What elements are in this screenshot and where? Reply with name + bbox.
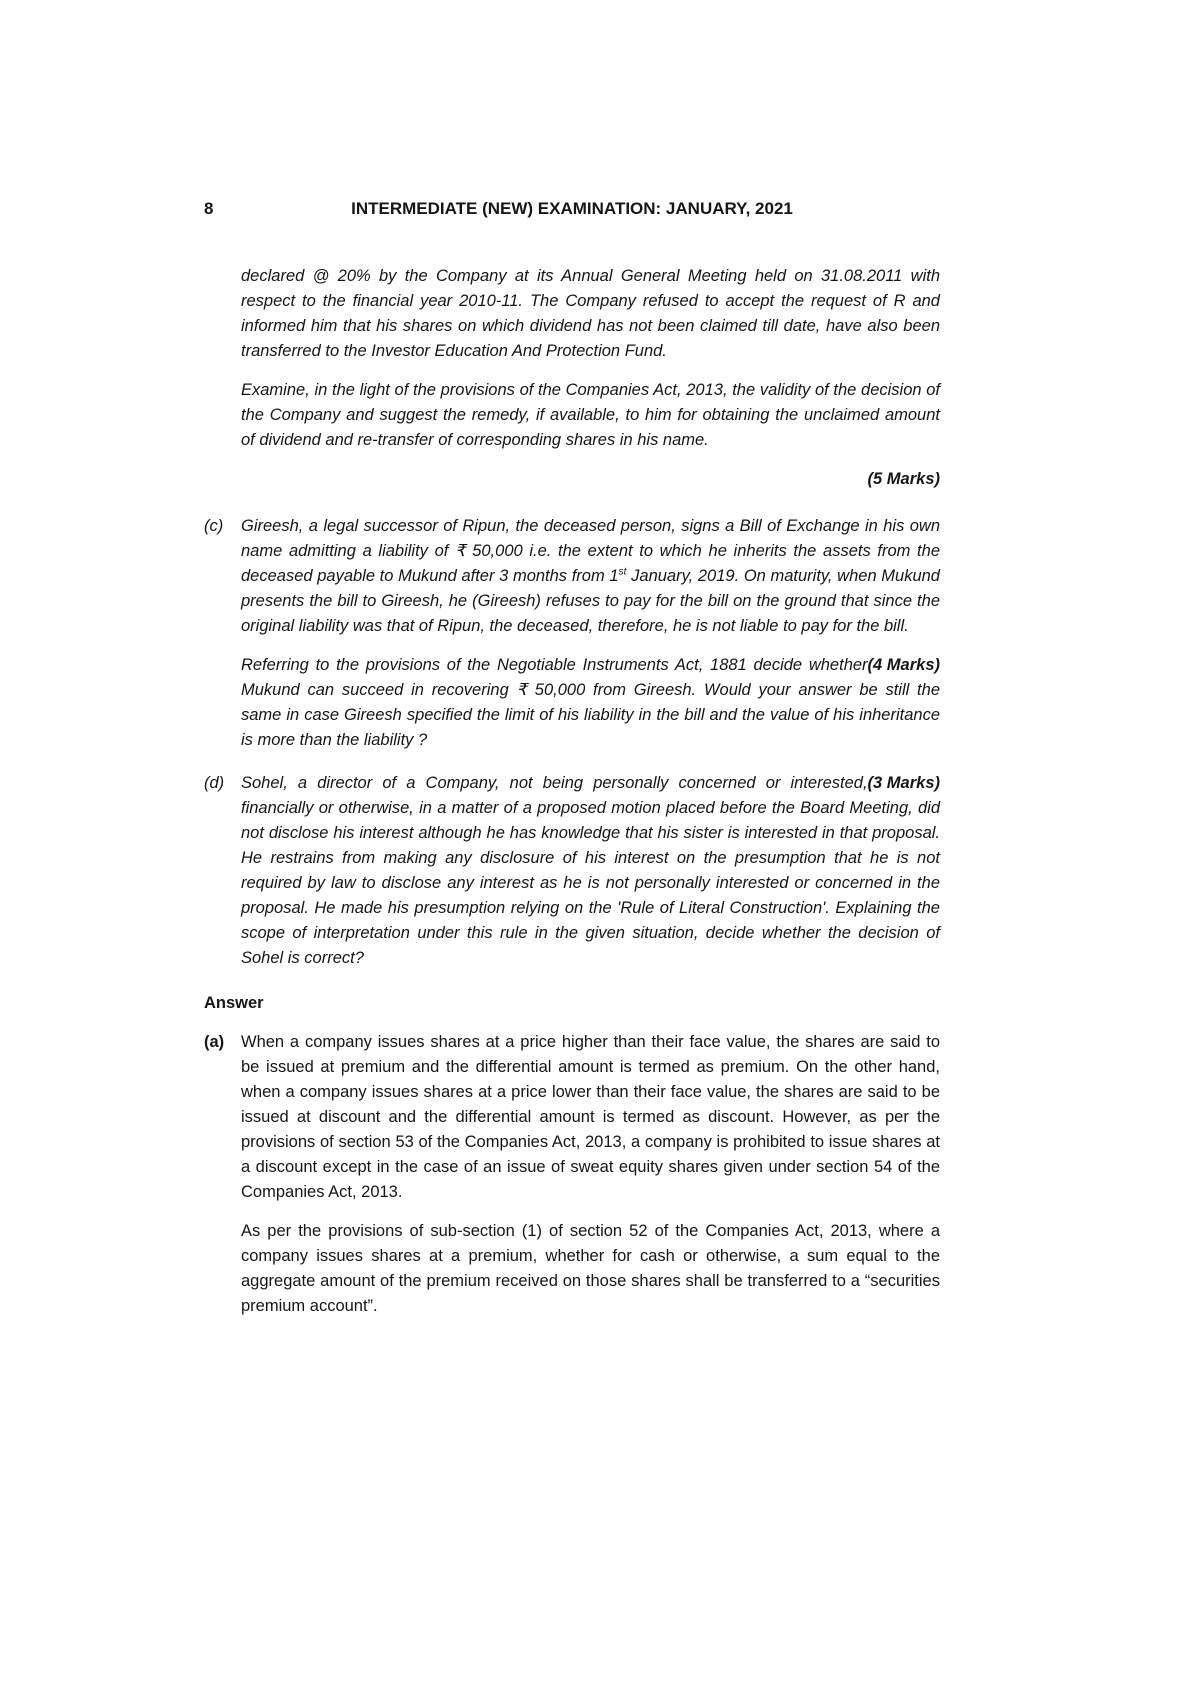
question-c-marks: (4 Marks) <box>867 656 940 674</box>
ordinal-suffix: st <box>618 566 627 578</box>
question-b-label <box>204 264 241 510</box>
question-d-label: (d) <box>204 774 225 792</box>
question-d-paragraph-1-text: Sohel, a director of a Company, not being personally concerned or interested, financially or otherwise, in a matter of a proposed motion placed before the Board Meeting, did not disclose his interest although he has knowledge that his sister is interested in that proposal. He restrains from making any disclosure of his interest on the presumption that he is not required by law to disclose any interest as he is not personally interested or concerned in the proposal. He made his presumption relying on the 'Rule of Literal Construction'. Explaining the scope of interpretation under this rule in the given situation, decide whether the decision of Sohel is correct? <box>241 774 940 967</box>
question-d-marks: (3 Marks) <box>867 774 940 792</box>
question-c-paragraph-1-text: Gireesh, a legal successor of Ripun, the deceased person, signs a Bill of Exchange in his own name admitting a liability of ₹ 50,000 i.e. the extent to which he inherits the assets from the deceased payable to Mukund after 3 months from 1 <box>241 517 940 585</box>
answer-a-body <box>241 1030 940 1333</box>
answer-a-label: (a) <box>204 1033 225 1051</box>
page-title: INTERMEDIATE (NEW) EXAMINATION: JANUARY, 2021 <box>351 199 793 218</box>
answer-heading: Answer <box>204 994 264 1012</box>
question-d <box>204 771 940 985</box>
question-b-body <box>241 264 940 510</box>
page-header-row <box>204 198 940 220</box>
question-d-body <box>241 771 940 985</box>
question-b-paragraph-2: Examine, in the light of the provisions of the Companies Act, 2013, the validity of the decision of the Company and suggest the remedy, if available, to him for obtaining the unclaimed amount of dividend and re-transfer of corresponding shares in his name. <box>241 381 940 449</box>
question-d-paragraph-1 <box>241 771 940 971</box>
question-b-continued <box>204 264 940 510</box>
question-c-paragraph-2 <box>241 653 940 753</box>
answer-a <box>204 1030 940 1333</box>
question-c-label: (c) <box>204 517 224 535</box>
question-c-paragraph-2-text: Referring to the provisions of the Negotiable Instruments Act, 1881 decide whether Mukund can succeed in recovering ₹ 50,000 from Gireesh. Would your answer be still the same in case Gireesh specified the limit of his liability in the bill and the value of his inheritance is more than the liability ? <box>241 656 940 749</box>
answer-a-paragraph-1: When a company issues shares at a price higher than their face value, the shares are said to be issued at premium and the differential amount is termed as premium. On the other hand, when a company issues shares at a price lower than their face value, the shares are said to be issued at discount and the differential amount is termed as discount. However, as per the provisions of section 53 of the Companies Act, 2013, a company is prohibited to issue shares at a discount except in the case of an issue of sweat equity shares given under section 54 of the Companies Act, 2013. <box>241 1033 940 1201</box>
question-c-paragraph-1 <box>241 514 940 639</box>
page-number: 8 <box>204 199 214 218</box>
question-b-paragraph-1: declared @ 20% by the Company at its Annual General Meeting held on 31.08.2011 with respect to the financial year 2010-11. The Company refused to accept the request of R and informed him that his shares on which dividend has not been claimed till date, have also been transferred to the Investor Education And Protection Fund. <box>241 267 940 360</box>
question-b-marks: (5 Marks) <box>867 470 940 488</box>
answer-a-paragraph-2: As per the provisions of sub-section (1) of section 52 of the Companies Act, 2013, where a company issues shares at a premium, whether for cash or otherwise, a sum equal to the aggregate amount of the premium received on those shares shall be transferred to a “securities premium account”. <box>241 1222 940 1315</box>
question-c-body <box>241 514 940 767</box>
question-c <box>204 514 940 767</box>
question-c-paragraph-1-text-cont: January, 2019. On maturity, when Mukund presents the bill to Gireesh, he (Gireesh) refuses to pay for the bill on the ground that since the original liability was that of Ripun, the deceased, therefore, he is not liable to pay for the bill. <box>241 567 940 635</box>
